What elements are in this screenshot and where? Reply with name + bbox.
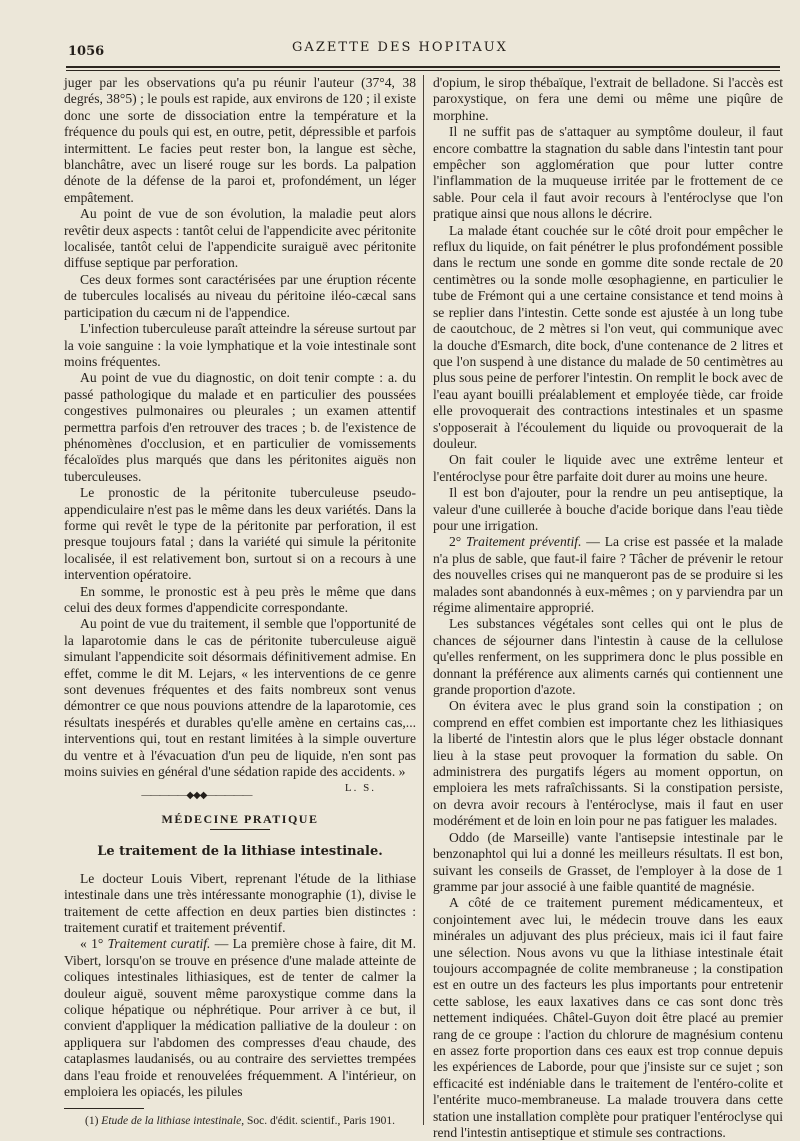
paragraph: A côté de ce traitement purement médicamenteux, et conjointement avec lui, le médecin trouve dans les eaux minérales un adjuvant des plus précieux, mais ici il faut faire une sélection. Nous avons vu que la lithiase intestinale était toujours accompagnée de colite membraneuse ; la constipation est en outre un des facteurs les plus importants pour entretenir cette sablose, les eaux laxatives dans ce cas sont donc très nettement indiquées. Châtel-Guyon doit être placé au premier rang de ce groupe : l'action du chlorure de magnésium contenu en assez forte proportion dans ces eaux est trop connue depuis les expériences de Laborde, pour que j'insiste sur ce sujet ; son efficacité est indéniable dans le traitement de l'entéro-colite et l'entérite muco-membraneuse. La malade trouvera dans cette station une installation complète pour pratiquer l'entéroclyse qui rend l'intestin antiseptique et stimule ses contractions.: [433, 895, 783, 1140]
paragraph-text: — La crise est passée et la malade n'a plus de sable, que faut-il faire ? Tâcher de prévenir le retour des nouvelles crises qui ne manqueront pas de se produire si les malades sont abandonnés à eux-mêmes ; on y parviendra par un régime alimentaire approprié.: [433, 534, 783, 615]
footnote: [64, 1113, 416, 1129]
header-rule-thin: [66, 70, 780, 71]
header-rule: [66, 66, 780, 68]
paragraph: On évitera avec le plus grand soin la constipation ; on comprend en effet combien est importante chez les lithiasiques la liberté de l'intestin alors que le plus léger obstacle donnant lieu à la stase peut provoquer la formation du sable. On administrera des purgatifs légers au moment opportun, on emploiera les mets rafraîchissants. Si la constipation persiste, on devra avoir recours à l'entéroclyse, mais il faut en user modérément et de loin en loin pour ne pas fatiguer les malades.: [433, 698, 783, 829]
section-rule: [210, 829, 270, 830]
paragraph-text: — La première chose à faire, dit M. Vibert, lorsqu'on se trouve en présence d'une malade atteinte de coliques intestinales lithiasiques, est de tenter de calmer la douleur aiguë, souvent même paroxystique comme dans la colique hépatique ou néphrétique. Pour arriver à ce but, il convient d'appliquer la médication palliative de la douleur : on appliquera sur l'abdomen des compresses d'eau chaude, des cataplasmes laudanisés, ou au contraire des serviettes trempées dans l'eau froide et renouvelées fréquemment. A l'intérieur, on emploiera les opiacés, les pilules: [64, 936, 417, 1099]
paragraph-text: Au point de vue du traitement, il semble que l'opportunité de la laparotomie dans le cas de péritonite tuberculeuse aiguë simulant l'appendicite soit désormais définitivement admise. En effet, comme le dit M. Lejars, « les interventions de ce genre sont devenues fréquentes et des faits nombreux sont venus démontrer ce que nous pouvions attendre de la laparotomie, ces résultats inespérés et durables qu'elle amène en certains cas,... interventions qui, tout en restant limitées à la simple ouverture du ventre et à l'évacuation d'un peu de liquide, n'en sont pas moins suivies en général d'une sédation rapide des accidents. »: [64, 616, 416, 780]
paragraph: Le pronostic de la péritonite tuberculeuse pseudo-appendiculaire n'est pas le même dans les deux variétés. Dans la forme qui revêt le type de la péritonite par perforation, il est presque toujours fatal ; dans la variété qui simule la péritonite localisée, il est relativement bon, surtout si on a recours à une intervention opératoire.: [64, 485, 416, 583]
paragraph: La malade étant couchée sur le côté droit pour empêcher le reflux du liquide, on fait pénétrer le plus profondément possible dans le rectum une sonde en gomme dite sonde rectale de 20 centimètres ou la sonde molle œsophagienne, en particulier le tube de Frémont qui a une certaine consistance et tend moins à se replier dans l'intestin. Cette sonde est ajustée à un long tube de caoutchouc, de 2 mètres si l'on veut, qui communique avec la douche d'Esmarch, dite bock, d'une contenance de 2 litres et que l'on suspend à une distance du malade de 50 centimètres au plus sous peine de perforer l'intestin. On remplit le bock avec de l'eau ayant bouilli préalablement et employée tiède, car froide elle provoquerait des contractions intestinales et un spasme s'opposerait à l'écoulement du liquide ou provoquerait de la douleur.: [433, 222, 783, 451]
right-column: [433, 75, 783, 1140]
section-ornament: —————◆◆◆—————: [141, 790, 252, 802]
column-separator: [423, 75, 424, 1125]
subheading-italic: Traitement préventif.: [466, 534, 582, 550]
section-heading: MÉDECINE PRATIQUE: [161, 811, 319, 826]
subheading-italic: Traitement curatif.: [107, 936, 211, 952]
paragraph: Il ne suffit pas de s'attaquer au symptôme douleur, il faut encore combattre la stagnation du sable dans l'intestin tant pour empêcher son agglomération que pour lutter contre l'inflammation de la muqueuse irritée par le frottement de ce sable. Pour cela il faut avoir recours à l'entéroclyse que l'on pratique ainsi que nous allons le décrire.: [433, 124, 783, 222]
paragraph-preventive: [433, 534, 783, 616]
page-number: 1056: [68, 44, 105, 59]
paragraph: Au point de vue du diagnostic, on doit tenir compte : a. du passé pathologique du malade et en particulier des poussées congestives pulmonaires ou pleurales ; un examen attentif permettra parfois d'en retrouver des traces ; b. de l'existence de phénomènes d'occlusion, et en particulier de vomissements fécaloïdes plus marqués que dans les péritonites aiguës non tuberculeuses.: [64, 370, 416, 484]
paragraph: On fait couler le liquide avec une extrême lenteur et l'entéroclyse pour être parfaite doit durer au moins une heure.: [433, 452, 783, 484]
author-signature: L. S.: [344, 782, 376, 795]
paragraph: Les substances végétales sont celles qui ont le plus de chances de séjourner dans l'intestin à cause de la cellulose qu'elles renferment, on les supprimera donc le plus possible en donnant la préférence aux aliments carnés qui contiennent une grande proportion d'azote.: [433, 616, 783, 698]
list-marker: 2°: [449, 534, 467, 550]
paragraph: Au point de vue de son évolution, la maladie peut alors revêtir deux aspects : tantôt celui de l'appendicite avec péritonite localisée, tantôt celui de l'appendicite suraiguë avec péritonite diffuse septique par perforation.: [64, 206, 416, 271]
journal-title: GAZETTE DES HOPITAUX: [292, 40, 508, 55]
list-marker: « 1°: [80, 936, 108, 952]
footnote-title: Etude de la lithiase intestinale: [101, 1115, 242, 1128]
paragraph: Oddo (de Marseille) vante l'antisepsie intestinale par le benzonaphtol qui lui a donné les meilleurs résultats. Il est bon, suivant les conseils de Grasset, de l'employer à la dose de 1 gramme par jour associé à une faible quantité de magnésie.: [433, 829, 783, 894]
paragraph-curative: [64, 936, 416, 1100]
footnote-number: (1): [85, 1115, 102, 1128]
paragraph: Le docteur Louis Vibert, reprenant l'étude de la lithiase intestinale dans une très intéressante monographie (1), divise le traitement de cette affection en deux parties bien distinctes : traitement curatif et traitement préventif.: [64, 870, 416, 935]
footnote-text: , Soc. d'édit. scientif., Paris 1901.: [241, 1115, 395, 1128]
paragraph: juger par les observations qu'a pu réunir l'auteur (37°4, 38 degrés, 38°5) ; le pouls est rapide, aux environs de 120 ; il existe donc une sorte de dissociation entre la température et la fréquence du pouls qui est, en outre, petit, dépressible et parfois intermittent. Le facies peut rester bon, la langue est sèche, blanchâtre, avec un liseré rouge sur les bords. La palpation dénote de la défense de la paroi et, profondément, un léger empâtement.: [64, 75, 416, 205]
paragraph: Ces deux formes sont caractérisées par une éruption récente de tubercules localisés au niveau du péritoine iléo-cæcal sans participation du cæcum ni de l'appendice.: [64, 271, 416, 320]
paragraph: L'infection tuberculeuse paraît atteindre la séreuse surtout par la voie sanguine : la voie lymphatique et la voie intestinale sont moins fréquentes.: [64, 321, 416, 369]
paragraph: d'opium, le sirop thébaïque, l'extrait de belladone. Si l'accès est paroxystique, on fera une demi ou même une piqûre de morphine.: [433, 75, 783, 123]
paragraph: En somme, le pronostic est à peu près le même que dans celui des deux formes d'appendicite correspondante.: [64, 583, 416, 615]
footnote-rule: [64, 1108, 144, 1109]
article-title: Le traitement de la lithiase intestinale.: [97, 844, 383, 860]
left-column: [64, 75, 417, 1128]
paragraph-with-signature: [64, 616, 416, 795]
paragraph: Il est bon d'ajouter, pour la rendre un peu antiseptique, la valeur d'une cuillerée à bouche d'acide borique dans l'eau tiède pour une irrigation.: [433, 485, 783, 533]
